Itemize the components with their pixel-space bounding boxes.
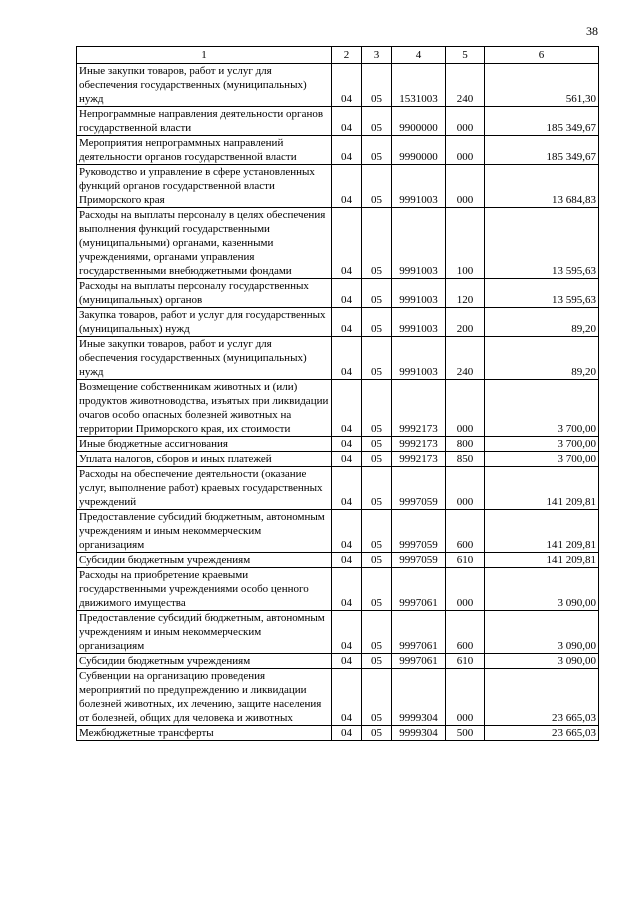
item-name-cell: Иные закупки товаров, работ и услуг для обеспечения государственных (муниципальных) нужд bbox=[77, 337, 332, 380]
item-name-cell: Расходы на приобретение краевыми государственными учреждениями особо ценного движимого имущества bbox=[77, 568, 332, 611]
expense-type-cell: 200 bbox=[446, 308, 485, 337]
amount-cell: 89,20 bbox=[485, 308, 599, 337]
section-code-cell: 04 bbox=[332, 308, 362, 337]
amount-cell: 3 090,00 bbox=[485, 568, 599, 611]
amount-cell: 185 349,67 bbox=[485, 107, 599, 136]
subsection-code-cell: 05 bbox=[362, 380, 392, 437]
section-code-cell: 04 bbox=[332, 107, 362, 136]
subsection-code-cell: 05 bbox=[362, 726, 392, 741]
amount-cell: 13 684,83 bbox=[485, 165, 599, 208]
target-article-cell: 9992173 bbox=[392, 437, 446, 452]
subsection-code-cell: 05 bbox=[362, 437, 392, 452]
table-row bbox=[77, 107, 599, 136]
amount-cell: 141 209,81 bbox=[485, 467, 599, 510]
item-name-cell: Межбюджетные трансферты bbox=[77, 726, 332, 741]
target-article-cell: 1531003 bbox=[392, 64, 446, 107]
table-row bbox=[77, 611, 599, 654]
item-name-cell: Иные закупки товаров, работ и услуг для обеспечения государственных (муниципальных) нужд bbox=[77, 64, 332, 107]
item-name-cell: Расходы на обеспечение деятельности (оказание услуг, выполнение работ) краевых государственных учреждений bbox=[77, 467, 332, 510]
item-name-cell: Субсидии бюджетным учреждениям bbox=[77, 553, 332, 568]
section-code-cell: 04 bbox=[332, 611, 362, 654]
section-code-cell: 04 bbox=[332, 669, 362, 726]
table-row bbox=[77, 337, 599, 380]
table-row bbox=[77, 726, 599, 741]
expense-type-cell: 120 bbox=[446, 279, 485, 308]
item-name-cell: Иные бюджетные ассигнования bbox=[77, 437, 332, 452]
expense-type-cell: 800 bbox=[446, 437, 485, 452]
amount-cell: 141 209,81 bbox=[485, 553, 599, 568]
table-row bbox=[77, 553, 599, 568]
expense-type-cell: 600 bbox=[446, 611, 485, 654]
target-article-cell: 9997059 bbox=[392, 510, 446, 553]
table-row bbox=[77, 64, 599, 107]
section-code-cell: 04 bbox=[332, 380, 362, 437]
item-name-cell: Предоставление субсидий бюджетным, автономным учреждениям и иным некоммерческим организациям bbox=[77, 611, 332, 654]
section-code-cell: 04 bbox=[332, 568, 362, 611]
table-row bbox=[77, 568, 599, 611]
table-row bbox=[77, 510, 599, 553]
item-name-cell: Субсидии бюджетным учреждениям bbox=[77, 654, 332, 669]
table-row bbox=[77, 669, 599, 726]
amount-cell: 23 665,03 bbox=[485, 669, 599, 726]
item-name-cell: Мероприятия непрограммных направлений деятельности органов государственной власти bbox=[77, 136, 332, 165]
subsection-code-cell: 05 bbox=[362, 64, 392, 107]
section-code-cell: 04 bbox=[332, 165, 362, 208]
budget-table bbox=[76, 46, 599, 741]
section-code-cell: 04 bbox=[332, 654, 362, 669]
target-article-cell: 9900000 bbox=[392, 107, 446, 136]
expense-type-cell: 610 bbox=[446, 553, 485, 568]
expense-type-cell: 100 bbox=[446, 208, 485, 279]
item-name-cell: Руководство и управление в сфере установленных функций органов государственной власти Приморского края bbox=[77, 165, 332, 208]
target-article-cell: 9991003 bbox=[392, 208, 446, 279]
section-code-cell: 04 bbox=[332, 136, 362, 165]
table-row bbox=[77, 279, 599, 308]
column-header: 5 bbox=[446, 47, 485, 64]
expense-type-cell: 000 bbox=[446, 568, 485, 611]
amount-cell: 13 595,63 bbox=[485, 279, 599, 308]
target-article-cell: 9990000 bbox=[392, 136, 446, 165]
section-code-cell: 04 bbox=[332, 437, 362, 452]
target-article-cell: 9991003 bbox=[392, 165, 446, 208]
expense-type-cell: 000 bbox=[446, 107, 485, 136]
table-row bbox=[77, 165, 599, 208]
amount-cell: 89,20 bbox=[485, 337, 599, 380]
table-row bbox=[77, 452, 599, 467]
section-code-cell: 04 bbox=[332, 337, 362, 380]
target-article-cell: 9997061 bbox=[392, 611, 446, 654]
expense-type-cell: 000 bbox=[446, 669, 485, 726]
table-row bbox=[77, 467, 599, 510]
amount-cell: 561,30 bbox=[485, 64, 599, 107]
section-code-cell: 04 bbox=[332, 553, 362, 568]
target-article-cell: 9992173 bbox=[392, 380, 446, 437]
subsection-code-cell: 05 bbox=[362, 654, 392, 669]
section-code-cell: 04 bbox=[332, 510, 362, 553]
subsection-code-cell: 05 bbox=[362, 510, 392, 553]
subsection-code-cell: 05 bbox=[362, 568, 392, 611]
target-article-cell: 9997059 bbox=[392, 467, 446, 510]
section-code-cell: 04 bbox=[332, 452, 362, 467]
item-name-cell: Субвенции на организацию проведения мероприятий по предупреждению и ликвидации болезней животных, их лечению, защите населения от болезней, общих для человека и животных bbox=[77, 669, 332, 726]
table-row bbox=[77, 437, 599, 452]
expense-type-cell: 240 bbox=[446, 64, 485, 107]
target-article-cell: 9997061 bbox=[392, 568, 446, 611]
item-name-cell: Непрограммные направления деятельности органов государственной власти bbox=[77, 107, 332, 136]
column-header: 2 bbox=[332, 47, 362, 64]
section-code-cell: 04 bbox=[332, 726, 362, 741]
expense-type-cell: 610 bbox=[446, 654, 485, 669]
table-row bbox=[77, 308, 599, 337]
item-name-cell: Расходы на выплаты персоналу в целях обеспечения выполнения функций государственными (муниципальными) органами, казенными учреждениями, органами управления государственными внебюджетными фондами bbox=[77, 208, 332, 279]
table-row bbox=[77, 654, 599, 669]
table-row bbox=[77, 208, 599, 279]
amount-cell: 185 349,67 bbox=[485, 136, 599, 165]
table-header-row bbox=[77, 47, 599, 64]
amount-cell: 3 700,00 bbox=[485, 452, 599, 467]
table-row bbox=[77, 380, 599, 437]
amount-cell: 141 209,81 bbox=[485, 510, 599, 553]
subsection-code-cell: 05 bbox=[362, 308, 392, 337]
section-code-cell: 04 bbox=[332, 467, 362, 510]
target-article-cell: 9991003 bbox=[392, 279, 446, 308]
item-name-cell: Возмещение собственникам животных и (или) продуктов животноводства, изъятых при ликвидации очагов особо опасных болезней животных на территории Приморского края, их стоимости bbox=[77, 380, 332, 437]
item-name-cell: Предоставление субсидий бюджетным, автономным учреждениям и иным некоммерческим организациям bbox=[77, 510, 332, 553]
target-article-cell: 9991003 bbox=[392, 308, 446, 337]
subsection-code-cell: 05 bbox=[362, 107, 392, 136]
amount-cell: 13 595,63 bbox=[485, 208, 599, 279]
expense-type-cell: 850 bbox=[446, 452, 485, 467]
section-code-cell: 04 bbox=[332, 64, 362, 107]
column-header: 6 bbox=[485, 47, 599, 64]
subsection-code-cell: 05 bbox=[362, 611, 392, 654]
target-article-cell: 9999304 bbox=[392, 726, 446, 741]
subsection-code-cell: 05 bbox=[362, 553, 392, 568]
amount-cell: 23 665,03 bbox=[485, 726, 599, 741]
subsection-code-cell: 05 bbox=[362, 337, 392, 380]
table-row bbox=[77, 136, 599, 165]
column-header: 3 bbox=[362, 47, 392, 64]
item-name-cell: Уплата налогов, сборов и иных платежей bbox=[77, 452, 332, 467]
amount-cell: 3 700,00 bbox=[485, 437, 599, 452]
expense-type-cell: 240 bbox=[446, 337, 485, 380]
target-article-cell: 9991003 bbox=[392, 337, 446, 380]
expense-type-cell: 500 bbox=[446, 726, 485, 741]
amount-cell: 3 700,00 bbox=[485, 380, 599, 437]
section-code-cell: 04 bbox=[332, 208, 362, 279]
expense-type-cell: 000 bbox=[446, 136, 485, 165]
target-article-cell: 9997059 bbox=[392, 553, 446, 568]
subsection-code-cell: 05 bbox=[362, 136, 392, 165]
subsection-code-cell: 05 bbox=[362, 669, 392, 726]
target-article-cell: 9999304 bbox=[392, 669, 446, 726]
expense-type-cell: 000 bbox=[446, 165, 485, 208]
expense-type-cell: 000 bbox=[446, 467, 485, 510]
amount-cell: 3 090,00 bbox=[485, 611, 599, 654]
subsection-code-cell: 05 bbox=[362, 452, 392, 467]
subsection-code-cell: 05 bbox=[362, 208, 392, 279]
item-name-cell: Расходы на выплаты персоналу государственных (муниципальных) органов bbox=[77, 279, 332, 308]
subsection-code-cell: 05 bbox=[362, 165, 392, 208]
page-number: 38 bbox=[586, 24, 598, 38]
target-article-cell: 9992173 bbox=[392, 452, 446, 467]
expense-type-cell: 000 bbox=[446, 380, 485, 437]
column-header: 4 bbox=[392, 47, 446, 64]
amount-cell: 3 090,00 bbox=[485, 654, 599, 669]
expense-type-cell: 600 bbox=[446, 510, 485, 553]
subsection-code-cell: 05 bbox=[362, 467, 392, 510]
target-article-cell: 9997061 bbox=[392, 654, 446, 669]
subsection-code-cell: 05 bbox=[362, 279, 392, 308]
section-code-cell: 04 bbox=[332, 279, 362, 308]
column-header: 1 bbox=[77, 47, 332, 64]
item-name-cell: Закупка товаров, работ и услуг для государственных (муниципальных) нужд bbox=[77, 308, 332, 337]
